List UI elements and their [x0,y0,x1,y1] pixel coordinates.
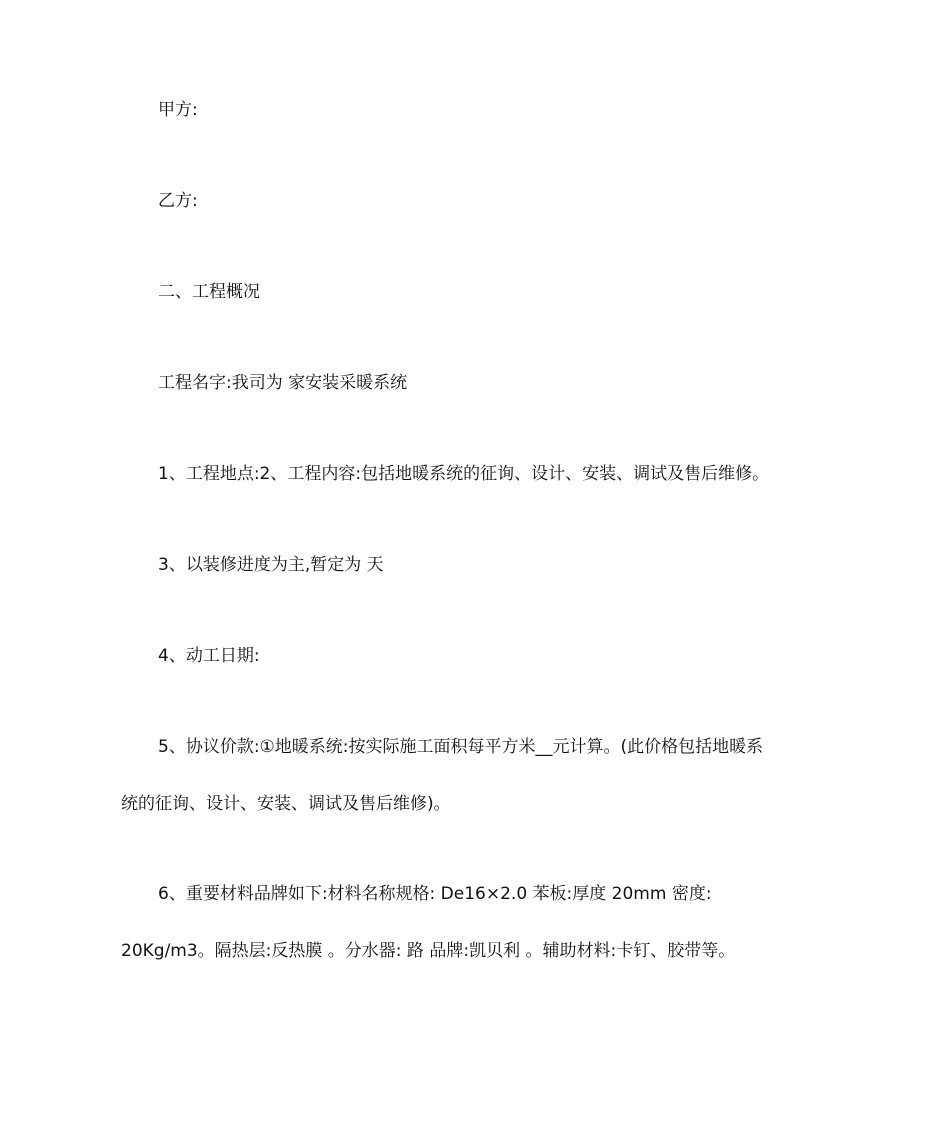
item-6-line-1: 6、重要材料品牌如下:材料名称规格: De16×2.0 苯板:厚度 20mm 密度: [158,884,712,904]
party-b-line: 乙方: [158,191,198,211]
section-2-heading: 二、工程概况 [158,282,260,302]
item-6-line-2: 20Kg/m3。隔热层:反热膜 。分水器: 路 品牌:凯贝利 。辅助材料:卡钉、胶带等。 [121,941,736,961]
item-4-line: 4、动工日期: [158,646,260,666]
item-5-line-1: 5、协议价款:①地暖系统:按实际施工面积每平方米__元计算。(此价格包括地暖系 [158,737,764,757]
item-3-line: 3、以装修进度为主,暂定为 天 [158,555,384,575]
item-1-2-line: 1、工程地点:2、工程内容:包括地暖系统的征询、设计、安装、调试及售后维修。 [158,464,770,484]
project-name-line: 工程名字:我司为 家安装采暖系统 [158,373,408,393]
party-a-line: 甲方: [158,100,198,120]
item-5-line-2: 统的征询、设计、安装、调试及售后维修)。 [121,794,451,814]
